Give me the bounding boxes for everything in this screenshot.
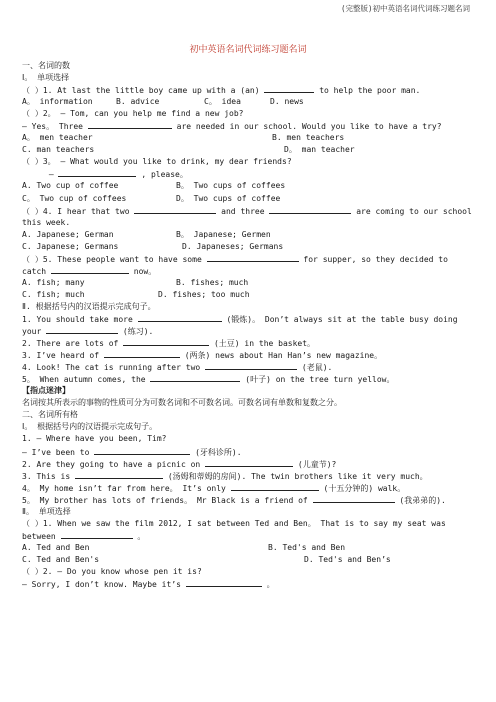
answer-blank[interactable] [231,482,319,491]
sentence-5: 5。 When autumn comes, the (叶子) on the tree turn yellow。 [22,375,395,385]
option-d: D. fishes; too much [158,289,250,299]
choice-1: （ ）1. When we saw the film 2012, I sat between Ted and Ben。 That is to say my seat was [22,518,446,528]
part-heading: Ⅱ. 根据括号内的汉语提示完成句子。 [22,301,156,311]
option-b: B. Ted's and Ben [268,542,346,552]
answer-blank[interactable] [269,205,351,214]
part-heading: Ⅰ。 单项选择 [22,73,70,83]
answer-blank[interactable] [205,458,293,467]
options-row [22,229,474,241]
option-d: D. news [270,97,304,107]
answer-blank[interactable] [264,84,314,93]
page-header: (完整版)初中英语名词代词练习题名词 [340,4,470,13]
answer-blank[interactable] [150,373,240,382]
answer-blank[interactable] [207,253,299,262]
answer-blank[interactable] [88,120,172,129]
section-heading: 一、名词的数 [22,61,70,70]
choice-1-line-2: between 。 [22,531,146,541]
option-b: B。 Two cups of coffees [176,181,286,191]
options-row [22,277,474,289]
option-b: B. fishes; much [176,277,249,287]
answer-blank[interactable] [75,470,163,479]
answer-blank[interactable] [123,337,209,346]
option-a: A. fish; many [22,277,85,287]
option-b: B。 Japanese; Germen [176,229,271,239]
option-c: C. Ted and Ben's [22,554,100,564]
sentence-4: 4. Look! The cat is running after two (老鼠). [22,363,333,373]
option-a: A. Two cup of coffee [22,181,119,191]
answer-blank[interactable] [61,530,133,539]
sentence-2: 2. There are lots of (土豆) in the basket。 [22,339,316,349]
question-5: （ ）5. These people want to have some for supper, so they decided to [22,254,448,264]
answer-blank[interactable] [138,313,222,322]
exercise-content [22,60,474,590]
option-c: C。 Two cup of coffees [22,193,127,203]
question-3: （ ）3。 — What would you like to drink, my dear friends? [22,157,292,167]
choice-2-line-2: — Sorry, I don’t know. Maybe it’s 。 [22,580,275,590]
options-row [22,542,474,554]
tip-text: 名词按其所表示的事物的性质可分为可数名词和不可数名词。可数名词有单数和复数之分。 [22,398,342,408]
sentence-1-line-2: your (练习). [22,327,154,337]
question-2: （ ）2。 — Tom, can you help me find a new job? [22,109,244,119]
answer-blank[interactable] [205,361,297,370]
answer-blank[interactable] [51,265,129,274]
possessive-4: 4。 My home isn’t far from here。 It’s only (十五分钟的) walk。 [22,483,406,493]
answer-blank[interactable] [46,325,118,334]
option-d: D。 man teacher [284,145,355,155]
option-a: A. Japanese; German [22,229,114,239]
part-heading: Ⅱ。 单项选择 [22,506,71,516]
tip-heading: 【指点迷津】 [22,386,70,396]
section-heading: 二、名词所有格 [22,410,78,420]
question-5-line-2: catch now。 [22,266,157,276]
option-d: D. Japaneses; Germans [182,241,284,251]
option-c: C. fish; much [22,289,85,299]
answer-blank[interactable] [58,168,136,177]
possessive-5: 5。 My brother has lots of friends。 Mr Black is a friend of (我弟弟的). [22,495,446,505]
possessive-1: 1. — Where have you been, Tim? [22,434,167,444]
options-row [22,289,474,301]
question-2-line-2: — Yes。 Three are needed in our school. Would you like to have a try? [22,122,442,132]
question-1: （ ）1. At last the little boy came up with a (an) to help the poor man. [22,86,421,96]
sentence-3: 3. I’ve heard of (两条) news about Han Han’s new magazine。 [22,351,383,361]
answer-blank[interactable] [94,446,190,455]
possessive-1-line-2: — I’ve been to (牙科诊所). [22,447,242,457]
option-b: B. men teachers [272,133,345,143]
answer-blank[interactable] [186,578,262,587]
answer-blank[interactable] [104,349,180,358]
option-a: A。 men teacher [22,133,93,143]
options-row [22,96,474,108]
option-c: C。 idea [204,97,241,107]
option-c: C. man teachers [22,145,95,155]
option-d: D。 Two cups of coffee [176,193,281,203]
option-b: B. advice [116,97,160,107]
possessive-2: 2. Are they going to have a picnic on (儿童节)? [22,459,337,469]
options-row [22,144,474,156]
options-row [22,132,474,144]
options-row [22,180,474,192]
option-d: D. Ted's and Ben’s [304,554,391,564]
answer-blank[interactable] [313,494,395,503]
question-4-line-2: this week. [22,217,71,227]
option-a: A。 information [22,97,93,107]
part-heading: Ⅰ。 根据括号内的汉语提示完成句子。 [22,422,158,432]
options-row [22,241,474,253]
sentence-1: 1. You should take more (锻炼)。 Don’t always sit at the table busy doing [22,314,458,324]
options-row [22,193,474,205]
answer-blank[interactable] [134,205,216,214]
option-c: C. Japanese; Germans [22,241,119,251]
question-4: （ ）4. I hear that two and three are coming to our school [22,206,472,216]
question-3-line-2: — , please。 [48,170,188,180]
choice-2: （ ）2. — Do you know whose pen it is? [22,566,202,576]
possessive-3: 3. This is (汤姆和蒂姆的房间). The twin brothers like it very much。 [22,471,428,481]
option-a: A. Ted and Ben [22,542,90,552]
options-row [22,554,474,566]
page-title: 初中英语名词代词练习题名词 [189,45,307,55]
